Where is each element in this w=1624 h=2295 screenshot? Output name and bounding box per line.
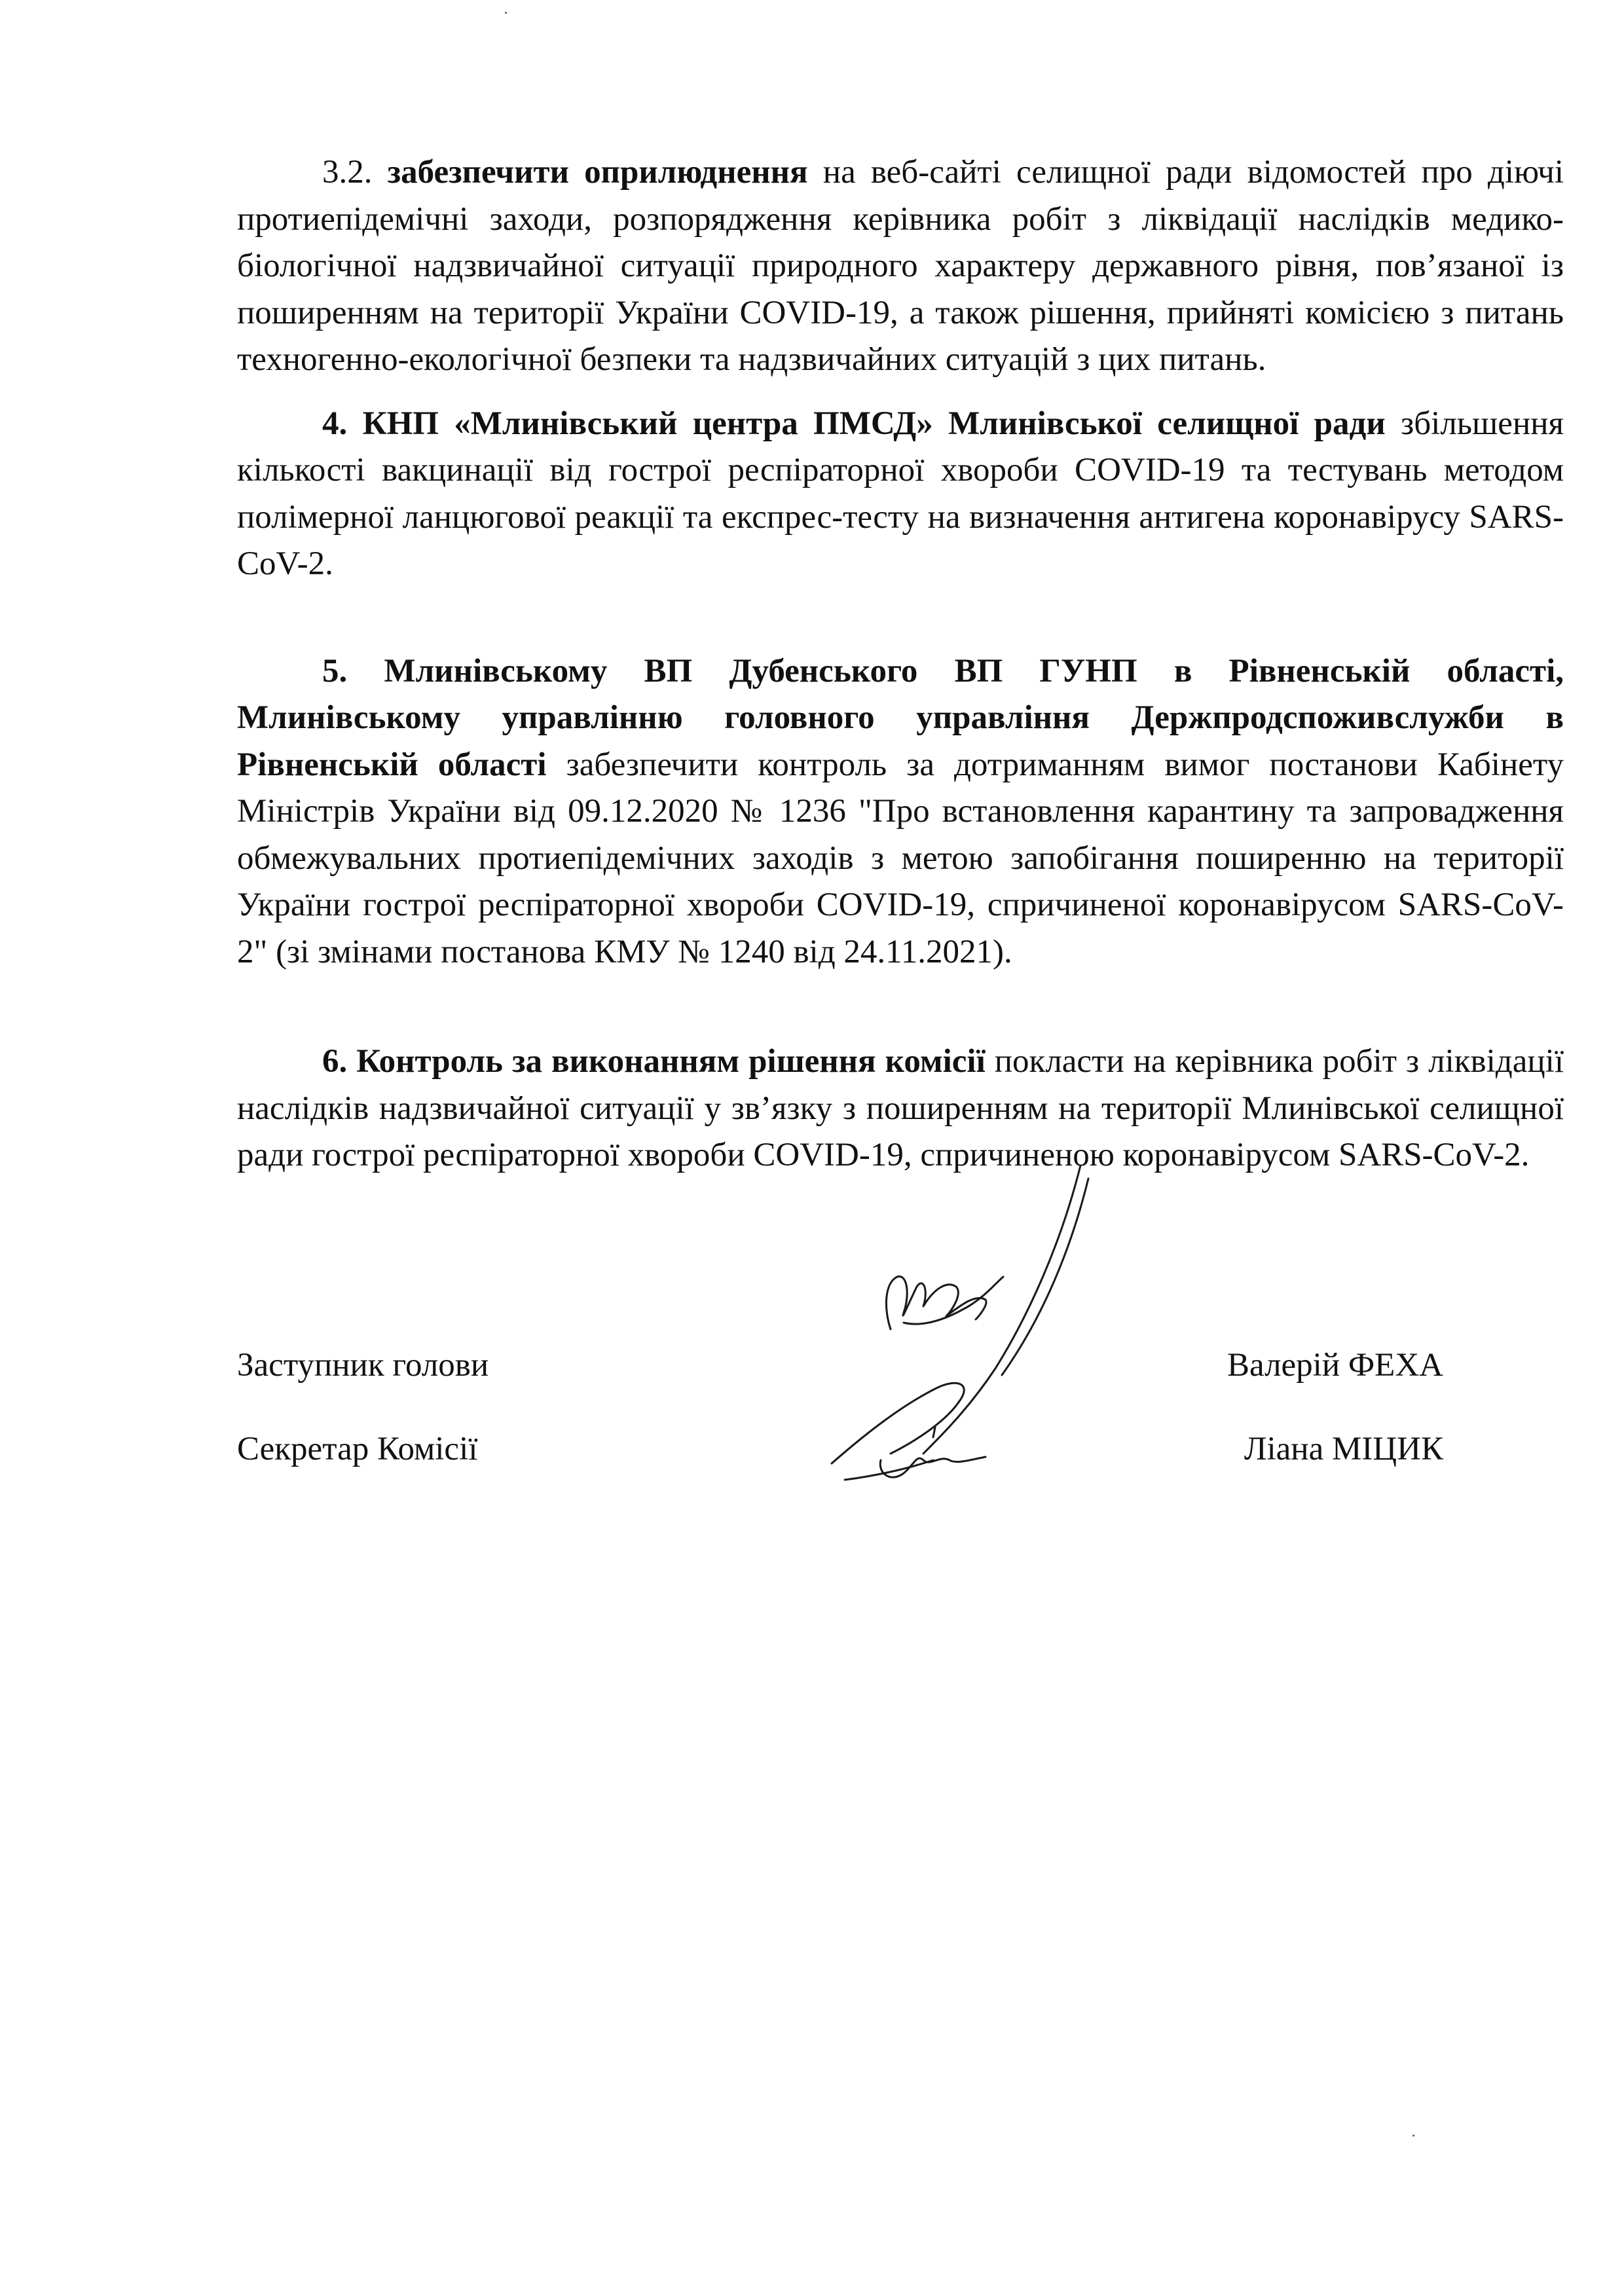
document-body <box>237 149 1564 1179</box>
paragraph-5-bold: 5. Млинівському ВП Дубенського ВП ГУНП в Рівненській області, Млинівському управлінню головного управління Держпродспоживслужби в Рівненській області <box>237 652 1564 783</box>
handwritten-signature <box>819 1152 1094 1493</box>
signatory-name-deputy: Валерій ФЕХА <box>1227 1347 1443 1384</box>
paragraph-4 <box>237 401 1564 588</box>
signature-long-stroke-2 <box>1002 1179 1088 1375</box>
scan-speck <box>1412 2135 1414 2137</box>
paragraph-4-text: збільшення кількості вакцинації від гострої респіраторної хвороби COVID-19 та тестувань методом полімерної ланцюгової реакції та експрес-тесту на визначення антигена коронавірусу SARS-CoV-2. <box>237 405 1564 582</box>
paragraph-6-bold: 6. Контроль за виконанням рішення комісії <box>322 1043 986 1080</box>
paragraph-4-bold: 4. КНП «Млинівський центра ПМСД» Млинівської селищної ради <box>322 405 1386 442</box>
paragraph-3-2-number: 3.2. <box>322 154 388 191</box>
paragraph-3-2-text: на веб-сайті селищної ради відомостей про діючі протиепідемічні заходи, розпорядження керівника робіт з ліквідації наслідків медико-біологічної надзвичайної ситуації природного характеру державного рівня, пов’язаної із поширенням на території України COVID-19, а також рішення, прийняті комісією з питань техногенно-екологічної безпеки та надзвичайних ситуацій з цих питань. <box>237 154 1564 378</box>
paragraph-3-2 <box>237 149 1564 384</box>
paragraph-6-text: покласти на керівника робіт з ліквідації наслідків надзвичайної ситуації у зв’язку з поширенням на території Млинівської селищної ради гострої респіраторної хвороби COVID-19, спричиненою коронавірусом SARS-CoV-2. <box>237 1043 1564 1173</box>
signatory-role-deputy: Заступник голови <box>237 1347 489 1384</box>
scan-speck <box>505 12 507 14</box>
signatory-role-secretary: Секретар Комісії <box>237 1431 478 1467</box>
paragraph-3-2-bold: забезпечити оприлюднення <box>387 154 808 191</box>
signature-long-stroke <box>923 1166 1080 1454</box>
signatory-name-secretary: Ліана МІЦИК <box>1244 1431 1443 1467</box>
signature-sweep <box>832 1383 964 1463</box>
paragraph-5 <box>237 648 1564 976</box>
paragraph-5-text: забезпечити контроль за дотриманням вимог постанови Кабінету Міністрів України від 09.12.2020 № 1236 "Про встановлення карантину та запровадження обмежувальних протиепідемічних заходів з метою запобігання поширенню на території України гострої респіраторної хвороби COVID-19, спричиненої коронавірусом SARS-CoV-2" (зі змінами постанова КМУ № 1240 від 24.11.2021). <box>237 746 1564 970</box>
